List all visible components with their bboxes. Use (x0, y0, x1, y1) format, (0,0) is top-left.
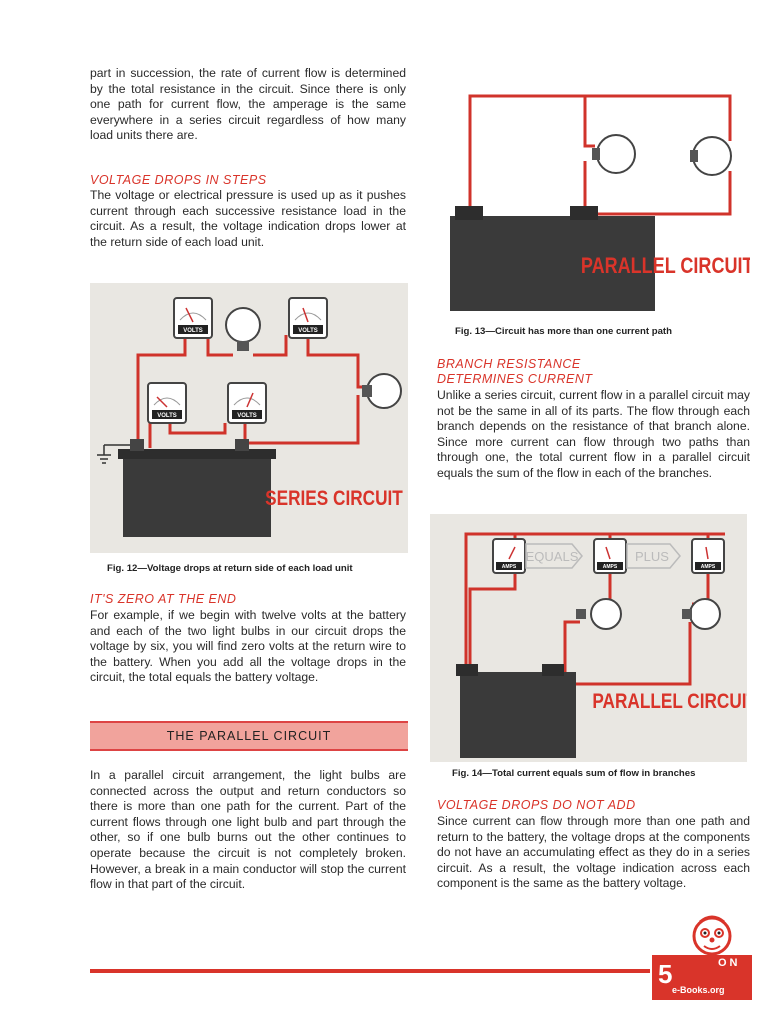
ammeter-label: AMPS (501, 564, 517, 570)
light-bulb-icon (682, 599, 720, 629)
paragraph-intro: part in succession, the rate of current flow is determined by the total resistance in the circuit. Since there is only one path for current flow, the amperage is the same everywhere in a series circuit regardless of how many load units there are. (90, 66, 406, 143)
series-circuit-title: SERIES CIRCUIT (265, 487, 403, 511)
figure-parallel-circuit-2 (430, 514, 747, 762)
heading-zero-at-end: IT'S ZERO AT THE END (90, 592, 237, 606)
heading-voltage-drops-in-steps: VOLTAGE DROPS IN STEPS (90, 173, 267, 187)
figure-14-caption: Fig. 14—Total current equals sum of flow in branches (452, 768, 696, 779)
battery-icon (123, 455, 271, 537)
parallel-circuit-diagram-1 (430, 66, 750, 316)
parallel-circuit-title-1: PARALLEL CIRCUIT (580, 254, 750, 279)
figure-12-caption: Fig. 12—Voltage drops at return side of each load unit (107, 563, 353, 574)
heading-voltage-drops-do-not-add: VOLTAGE DROPS DO NOT ADD (437, 798, 636, 812)
figure-parallel-circuit-1 (430, 66, 750, 316)
figure-13-caption: Fig. 13—Circuit has more than one current path (455, 326, 672, 337)
paragraph-voltage-drops: The voltage or electrical pressure is used up as it pushes current through each successive resistance load in the circuit. As a result, the voltage indication drops lower at the return side of each load unit. (90, 188, 406, 249)
light-bulb-icon (576, 599, 621, 629)
light-bulb-icon (690, 137, 731, 175)
voltmeter-label: VOLTS (157, 413, 177, 419)
page-number-box (652, 955, 752, 1000)
voltmeter-label: VOLTS (298, 328, 318, 334)
series-circuit-diagram (90, 283, 408, 553)
battery-icon (460, 672, 576, 758)
voltmeter-label: VOLTS (237, 413, 257, 419)
figure-series-circuit (90, 283, 408, 553)
voltmeter-label: VOLTS (183, 328, 203, 334)
ammeter-label: AMPS (602, 564, 618, 570)
heading-branch-resistance-1: BRANCH RESISTANCE (437, 357, 581, 371)
parallel-circuit-title-2: PARALLEL CIRCUIT (592, 690, 747, 714)
paragraph-branch-resistance: Unlike a series circuit, current flow in a parallel circuit may not be the same in all of its parts. The flow through each branch depends on the resistance of that branch alone. Since more current can flow through two paths than through one, the total current flow in a parallel circuit equals the sum of the flow in each of the branches. (437, 388, 750, 480)
ammeter-label: AMPS (700, 564, 716, 570)
light-bulb-icon (362, 374, 401, 408)
light-bulb-icon (226, 308, 260, 351)
section-banner-parallel-circuit: THE PARALLEL CIRCUIT (90, 721, 408, 751)
paragraph-zero-at-end: For example, if we begin with twelve volts at the battery and each of the two light bulbs in our circuit drops the voltage by six, you will find zero volts at the return wire to the battery. When you add all the voltage drops in the circuit, the total equals the battery voltage. (90, 608, 406, 685)
mascot-logo-icon (690, 912, 734, 960)
light-bulb-icon (592, 135, 635, 173)
parallel-circuit-diagram-2 (430, 514, 747, 762)
watermark-top-text: ON (718, 957, 741, 969)
page-number: 5 (658, 959, 673, 989)
heading-branch-resistance-2: DETERMINES CURRENT (437, 372, 593, 386)
paragraph-parallel-intro: In a parallel circuit arrangement, the light bulbs are connected across the output and return conductors so there is more than one path for the current. Part of the current flows through one light bulb and part through the other, so if one bulb burns out the other continues to operate because the circuit is not completely broken. However, a break in a main conductor will stop the current flow in that part of the circuit. (90, 768, 406, 892)
watermark-text: e-Books.org (672, 985, 725, 995)
footer-rule (90, 969, 650, 973)
plus-label: PLUS (635, 549, 669, 564)
equals-label: EQUALS (525, 549, 579, 564)
paragraph-voltage-drops-do-not-add: Since current can flow through more than one path and return to the battery, the voltage drops at the components do not have an accumulating effect as they do in a series circuit. As a result, the voltage indication across each component is the same as the battery voltage. (437, 814, 750, 891)
